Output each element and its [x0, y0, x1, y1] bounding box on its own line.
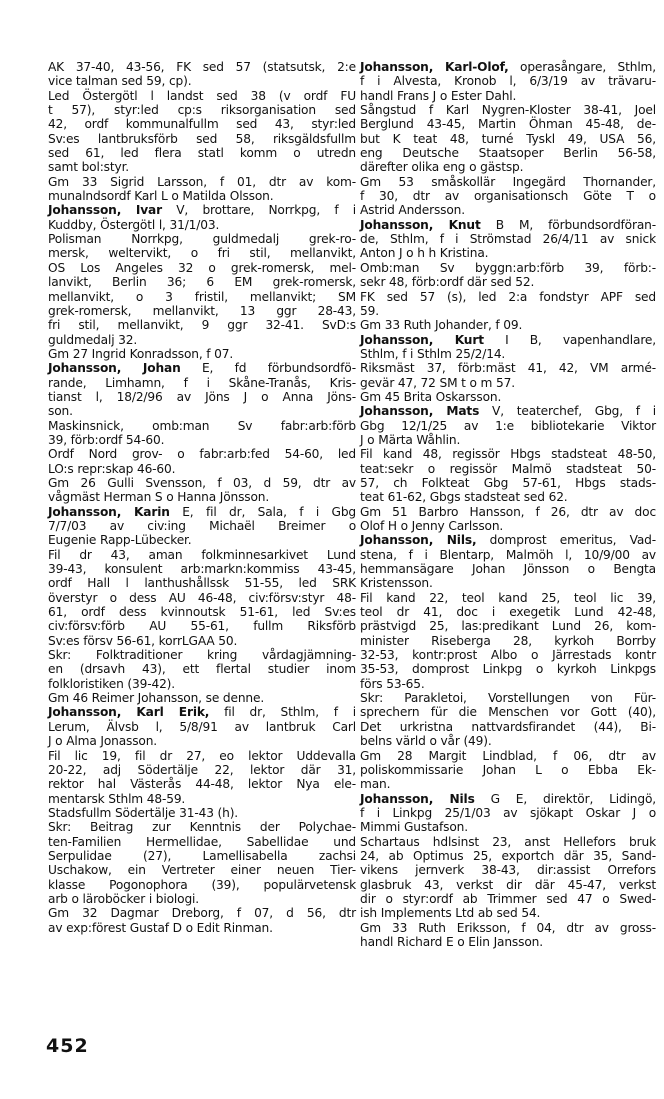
line-text: Gm 27 Ingrid Konradsson, f 07.: [48, 346, 234, 361]
line-text: Det urkristna nattvardsfirandet (44), Bi-: [360, 719, 656, 734]
text-line: [48, 146, 356, 160]
line-text: 57, ch Folkteat Gbg 57-61, Hbgs stads-: [360, 475, 656, 490]
line-text: mellanvikt, o 3 fristil, mellanvikt; SM: [48, 289, 356, 304]
line-text: tianst l, 18/2/96 av Jöns J o Anna Jöns-: [48, 389, 356, 404]
right-column: [360, 60, 656, 949]
text-line: [360, 648, 656, 662]
line-text: eng Deutsche Staatsoper Berlin 56-58,: [360, 146, 656, 161]
text-line: [48, 490, 356, 504]
text-line: [48, 333, 356, 347]
text-line: [360, 433, 656, 447]
left-column: [48, 60, 356, 935]
line-text: OS Los Angeles 32 o grek-romersk, mel-: [48, 260, 356, 275]
line-text: 39-43, konsulent arb:markn:kommiss 43-45,: [48, 562, 356, 577]
text-line: [360, 404, 656, 418]
entry-name: Johansson, Ivar: [48, 203, 162, 218]
line-text: fri stil, mellanvikt, 9 ggr 32-41. SvD:s: [48, 318, 356, 333]
line-text: B M, förbundsordföran-: [480, 217, 656, 232]
text-line: [48, 476, 356, 490]
line-text: f i Linkpg 25/1/03 av sjökapt Oskar J o: [360, 805, 656, 820]
text-line: [48, 189, 356, 203]
text-line: [360, 490, 656, 504]
text-line: [360, 246, 656, 260]
line-text: folkloristiken (39-42).: [48, 676, 176, 691]
text-line: [360, 921, 656, 935]
line-text: 42, ordf kommunalfullm sed 43, styr:led: [48, 117, 356, 132]
text-line: [48, 519, 356, 533]
line-text: V, teaterchef, Gbg, f i: [479, 404, 656, 419]
text-line: [360, 505, 656, 519]
text-line: [48, 160, 356, 174]
text-line: [360, 333, 656, 347]
line-text: Gm 33 Ruth Johander, f 09.: [360, 318, 523, 333]
line-text: civ:försv:förb AU 55-61, fullm Riksförb: [48, 619, 356, 634]
text-line: [360, 419, 656, 433]
line-text: Astrid Andersson.: [360, 203, 465, 218]
text-line: [48, 433, 356, 447]
line-text: Sv:es lantbruksförb sed 58, riksgäldsfullm: [48, 131, 356, 146]
line-text: en (drsavh 43), ett flertal studier inom: [48, 662, 356, 677]
line-text: mentarsk Sthlm 48-59.: [48, 791, 186, 806]
entry-name: Johansson, Nils: [360, 791, 475, 806]
line-text: överstyr o dess AU 46-48, civ:försv:styr 48-: [48, 590, 356, 605]
text-line: [360, 705, 656, 719]
line-text: Berglund 43-45, Martin Öhman 45-48, de-: [360, 117, 656, 132]
line-text: G E, direktör, Lidingö,: [474, 791, 656, 806]
text-line: [48, 648, 356, 662]
line-text: Gm 51 Barbro Hansson, f 26, dtr av doc: [360, 504, 656, 519]
text-line: [360, 892, 656, 906]
text-line: [360, 60, 656, 74]
text-line: [48, 361, 356, 375]
line-text: handl Richard E o Elin Jansson.: [360, 934, 543, 949]
text-line: [48, 662, 356, 676]
line-text: 35-53, domprost Linkpg o kyrkoh Linkpgs: [360, 662, 656, 677]
text-line: [48, 462, 356, 476]
text-line: [48, 591, 356, 605]
line-text: guldmedalj 32.: [48, 332, 138, 347]
text-line: [360, 806, 656, 820]
text-line: [360, 74, 656, 88]
line-text: Kuddby, Östergötl l, 31/1/03.: [48, 217, 220, 232]
text-line: [48, 447, 356, 461]
text-line: [360, 533, 656, 547]
line-text: mersk, weltervikt, o fri stil, mellanvikt,: [48, 246, 356, 261]
line-text: Fil kand 22, teol kand 25, teol lic 39,: [360, 590, 656, 605]
text-line: [360, 347, 656, 361]
text-line: [48, 533, 356, 547]
line-text: stena, f i Blentarp, Malmöh l, 10/9/00 av: [360, 547, 656, 562]
line-text: Mimmi Gustafson.: [360, 820, 468, 835]
text-line: [48, 677, 356, 691]
line-text: Serpulidae (27), Lamellisabella zachsi: [48, 848, 356, 863]
text-line: [360, 562, 656, 576]
text-line: [360, 691, 656, 705]
text-line: [48, 60, 356, 74]
text-line: [48, 275, 356, 289]
text-line: [360, 591, 656, 605]
text-line: [360, 261, 656, 275]
text-line: [360, 390, 656, 404]
line-text: Omb:man Sv byggn:arb:förb 39, förb:-: [360, 260, 656, 275]
line-text: Gm 33 Sigrid Larsson, f 01, dtr av kom-: [48, 174, 356, 189]
entry-name: Johansson, Karl-Olof,: [360, 60, 509, 74]
line-text: grek-romersk, mellanvikt, 13 ggr 28-43,: [48, 303, 356, 318]
text-line: [48, 203, 356, 217]
line-text: V, brottare, Norrkpg, f i: [161, 203, 356, 218]
line-text: Uschakow, ein Vertreter einer neuen Tier-: [48, 863, 356, 878]
text-line: [48, 835, 356, 849]
line-text: rande, Limhamn, f i Skåne-Tranås, Kris-: [48, 375, 356, 390]
text-line: [48, 390, 356, 404]
line-text: Sthlm, f i Sthlm 25/2/14.: [360, 346, 506, 361]
text-line: [48, 806, 356, 820]
text-line: [360, 175, 656, 189]
line-text: dir o styr:ordf ab Trimmer sed 47 o Swed-: [360, 891, 656, 906]
text-line: [48, 691, 356, 705]
line-text: but K teat 48, turné Tyskl 49, USA 56,: [360, 131, 656, 146]
line-text: minister Riseberga 28, kyrkoh Borrby: [360, 633, 656, 648]
line-text: de, Sthlm, f i Strömstad 26/4/11 av snick: [360, 232, 656, 247]
line-text: Maskinsnick, omb:man Sv fabr:arb:förb: [48, 418, 356, 433]
line-text: 39, förb:ordf 54-60.: [48, 432, 165, 447]
text-line: [360, 662, 656, 676]
line-text: I B, vapenhandlare,: [483, 332, 656, 347]
line-text: 24, ab Optimus 25, exportch där 35, Sand-: [360, 848, 656, 863]
text-line: [48, 548, 356, 562]
text-line: [48, 117, 356, 131]
text-line: [360, 619, 656, 633]
entry-name: Johansson, Karin: [48, 504, 170, 519]
entry-name: Johansson, Nils,: [360, 533, 477, 548]
text-line: [48, 246, 356, 260]
text-line: [48, 906, 356, 920]
page-number: 452: [46, 1035, 89, 1057]
text-line: [48, 820, 356, 834]
line-text: Sångstud f Karl Nygren-Kloster 38-41, Joel: [360, 103, 656, 118]
text-line: [360, 792, 656, 806]
text-line: [48, 634, 356, 648]
line-text: Stadsfullm Södertälje 31-43 (h).: [48, 805, 239, 820]
line-text: belns värld o vår (49).: [360, 734, 492, 749]
text-line: [360, 835, 656, 849]
text-line: [48, 734, 356, 748]
text-line: [48, 749, 356, 763]
text-line: [48, 863, 356, 877]
text-line: [48, 290, 356, 304]
text-line: [360, 906, 656, 920]
text-line: [360, 734, 656, 748]
line-text: klasse Pogonophora (39), populärvetensk: [48, 877, 356, 892]
line-text: 20-22, adj Södertälje 22, lektor där 31,: [48, 762, 356, 777]
text-line: [360, 203, 656, 217]
text-line: [360, 318, 656, 332]
line-text: Skr: Parakletoi, Vorstellungen von Für-: [360, 691, 656, 706]
line-text: handl Frans J o Ester Dahl.: [360, 88, 517, 103]
line-text: Riksmäst 37, förb:mäst 41, 42, VM armé-: [360, 361, 656, 376]
line-text: Lerum, Älvsb l, 5/8/91 av lantbruk Carl: [48, 719, 356, 734]
text-line: [360, 548, 656, 562]
line-text: av exp:förest Gustaf D o Edit Rinman.: [48, 920, 273, 935]
line-text: hemmansägare Johan Jönsson o Bengta: [360, 562, 656, 577]
line-text: gevär 47, 72 SM t o m 57.: [360, 375, 515, 390]
text-line: [48, 347, 356, 361]
entry-name: Johansson, Johan: [48, 361, 181, 376]
line-text: prästvigd 25, las:predikant Lund 26, kom-: [360, 619, 656, 634]
text-line: [360, 849, 656, 863]
line-text: Led Östergötl l landst sed 38 (v ordf FU: [48, 88, 356, 103]
text-line: [48, 849, 356, 863]
line-text: Sv:es försv 56-61, korrLGAA 50.: [48, 633, 238, 648]
line-text: son.: [48, 404, 73, 419]
text-line: [360, 275, 656, 289]
line-text: Gm 32 Dagmar Dreborg, f 07, d 56, dtr: [48, 906, 356, 921]
text-line: [360, 376, 656, 390]
line-text: Eugenie Rapp-Lübecker.: [48, 533, 192, 548]
text-line: [360, 290, 656, 304]
line-text: vikens jernverk 38-43, dir:assist Orrefors: [360, 863, 656, 878]
line-text: t 57), styr:led cp:s riksorganisation sed: [48, 103, 356, 118]
line-text: 7/7/03 av civ:ing Michaël Breimer o: [48, 519, 356, 533]
text-line: [48, 74, 356, 88]
line-text: munalndsordf Karl L o Matilda Olsson.: [48, 189, 274, 204]
line-text: Fil lic 19, fil dr 27, eo lektor Uddevalla: [48, 748, 356, 763]
text-line: [360, 634, 656, 648]
line-text: man.: [360, 777, 391, 792]
text-line: [48, 605, 356, 619]
text-line: [48, 892, 356, 906]
line-text: J o Alma Jonasson.: [48, 734, 158, 749]
text-line: [360, 462, 656, 476]
text-line: [48, 619, 356, 633]
text-line: [360, 863, 656, 877]
text-line: [360, 878, 656, 892]
line-text: arb o läroböcker i biologi.: [48, 891, 200, 906]
line-text: 59.: [360, 303, 379, 318]
text-line: [48, 921, 356, 935]
text-line: [360, 361, 656, 375]
line-text: E, fil dr, Sala, f i Gbg: [169, 504, 356, 519]
text-line: [360, 820, 656, 834]
text-line: [48, 318, 356, 332]
text-line: [360, 749, 656, 763]
line-text: ish Implements Ltd ab sed 54.: [360, 906, 541, 921]
text-line: [360, 218, 656, 232]
line-text: f 30, dtr av organisationsch Göte T o: [360, 189, 656, 204]
text-line: [48, 763, 356, 777]
text-line: [48, 705, 356, 719]
text-line: [48, 777, 356, 791]
text-line: [48, 175, 356, 189]
line-text: Gbg 12/1/25 av 1:e bibliotekarie Viktor: [360, 418, 656, 433]
line-text: teol dr 41, doc i exegetik Lund 42-48,: [360, 605, 656, 620]
text-line: [48, 505, 356, 519]
line-text: rektor hal Västerås 44-48, lektor Nya ele-: [48, 777, 356, 792]
text-line: [360, 519, 656, 533]
line-text: f i Alvesta, Kronob l, 6/3/19 av trävaru-: [360, 74, 656, 89]
line-text: Gm 26 Gulli Svensson, f 03, d 59, dtr av: [48, 475, 356, 490]
line-text: Gm 46 Reimer Johansson, se denne.: [48, 691, 265, 706]
line-text: sprechern für die Menschen vor Gott (40),: [360, 705, 656, 720]
line-text: ten-Familien Hermellidae, Sabellidae und: [48, 834, 356, 849]
line-text: 61, ordf dess kvinnoutsk 51-61, led Sv:es: [48, 605, 356, 620]
text-line: [48, 89, 356, 103]
line-text: Olof H o Jenny Carlsson.: [360, 519, 504, 533]
text-line: [48, 232, 356, 246]
line-text: därefter olika eng o gästsp.: [360, 160, 524, 175]
line-text: ordf Hall l lanthushållssk 51-55, led SRK: [48, 576, 356, 591]
text-line: [360, 763, 656, 777]
line-text: teat:sekr o regissör Malmö stadsteat 50-: [360, 461, 656, 476]
line-text: Gm 28 Margit Lindblad, f 06, dtr av: [360, 748, 656, 763]
line-text: glasbruk 43, verkst dir där 45-47, verkst: [360, 877, 656, 892]
line-text: operasångare, Sthlm,: [508, 60, 656, 74]
text-line: [48, 792, 356, 806]
line-text: förs 53-65.: [360, 676, 425, 691]
line-text: AK 37-40, 43-56, FK sed 57 (statsutsk, 2:e: [48, 60, 356, 74]
text-line: [360, 232, 656, 246]
text-line: [360, 677, 656, 691]
line-text: FK sed 57 (s), led 2:a fondstyr APF sed: [360, 289, 656, 304]
line-text: fil dr, Sthlm, f i: [209, 705, 356, 720]
line-text: Polisman Norrkpg, guldmedalj grek-ro-: [48, 232, 356, 247]
text-line: [360, 160, 656, 174]
line-text: Ordf Nord grov- o fabr:arb:fed 54-60, led: [48, 447, 356, 462]
text-line: [48, 261, 356, 275]
line-text: Gm 33 Ruth Eriksson, f 04, dtr av gross-: [360, 920, 656, 935]
text-line: [360, 103, 656, 117]
text-line: [48, 720, 356, 734]
text-line: [48, 562, 356, 576]
text-line: [48, 304, 356, 318]
text-line: [360, 89, 656, 103]
entry-name: Johansson, Mats: [360, 404, 480, 419]
text-line: [360, 605, 656, 619]
line-text: Skr: Beitrag zur Kenntnis der Polychae-: [48, 820, 356, 835]
text-line: [48, 404, 356, 418]
line-text: LO:s repr:skap 46-60.: [48, 461, 176, 476]
line-text: Kristensson.: [360, 576, 433, 591]
entry-name: Johansson, Kurt: [360, 332, 484, 347]
text-line: [48, 576, 356, 590]
text-line: [360, 476, 656, 490]
line-text: domprost emeritus, Vad-: [476, 533, 656, 548]
line-text: Schartaus hdlsinst 23, anst Hellefors bruk: [360, 834, 656, 849]
line-text: 32-53, kontr:prost Albo o Järrestads kontr: [360, 648, 656, 663]
line-text: Fil kand 48, regissör Hbgs stadsteat 48-50,: [360, 447, 656, 462]
text-line: [360, 132, 656, 146]
line-text: J o Märta Wåhlin.: [360, 432, 461, 447]
entry-name: Johansson, Knut: [360, 217, 481, 232]
line-text: lanvikt, Berlin 36; 6 EM grek-romersk,: [48, 275, 356, 290]
line-text: teat 61-62, Gbgs stadsteat sed 62.: [360, 490, 568, 505]
line-text: sekr 48, förb:ordf där sed 52.: [360, 275, 535, 290]
line-text: Gm 45 Brita Oskarsson.: [360, 389, 502, 404]
text-line: [360, 447, 656, 461]
text-line: [48, 103, 356, 117]
text-line: [360, 146, 656, 160]
text-line: [360, 576, 656, 590]
line-text: poliskommissarie Johan L o Ebba Ek-: [360, 762, 656, 777]
line-text: vågmäst Herman S o Hanna Jönsson.: [48, 490, 270, 505]
text-line: [48, 878, 356, 892]
text-line: [360, 117, 656, 131]
text-line: [48, 419, 356, 433]
text-line: [48, 218, 356, 232]
text-line: [360, 720, 656, 734]
line-text: Gm 53 småskollär Ingegärd Thornander,: [360, 174, 656, 189]
text-line: [360, 935, 656, 949]
text-line: [48, 376, 356, 390]
text-line: [360, 304, 656, 318]
line-text: vice talman sed 59, cp).: [48, 74, 192, 89]
line-text: sed 61, led flera statl komm o utredn: [48, 146, 356, 161]
line-text: Fil dr 43, aman folkminnesarkivet Lund: [48, 547, 356, 562]
line-text: Anton J o h h Kristina.: [360, 246, 489, 261]
line-text: E, fd förbundsordfö-: [180, 361, 357, 376]
text-line: [48, 132, 356, 146]
entry-name: Johansson, Karl Erik,: [48, 705, 210, 720]
text-line: [360, 189, 656, 203]
line-text: samt bol:styr.: [48, 160, 130, 175]
line-text: Skr: Folktraditioner kring vårdagjämning-: [48, 648, 356, 663]
text-line: [360, 777, 656, 791]
